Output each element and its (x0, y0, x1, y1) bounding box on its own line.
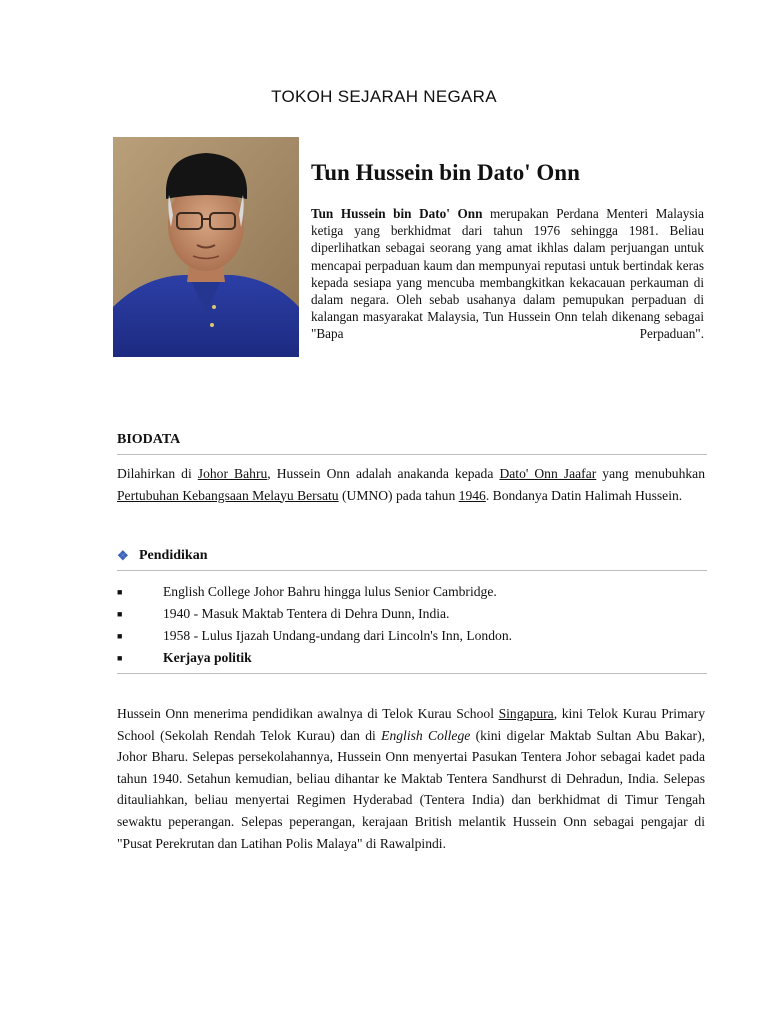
intro-text: merupakan Perdana Menteri Malaysia ketiga yang berkhidmat dari tahun 1976 sehingga 1981. Beliau diperlihatkan sebagai seorang yang amat ikhlas dalam perjuangan untuk mencapai perpaduan kaum dan mempunyai reputasi untuk bertindak keras kepada sesiapa yang mencuba membangkitkan kekacauan perkauman di dalam negara. Oleh sebab usahanya dalam pemupukan perpaduan di kalangan masyarakat Malaysia, Tun Hussein Onn telah dikenang sebagai "Bapa Perpaduan". (311, 206, 704, 342)
career-paragraph (117, 703, 705, 854)
square-bullet-icon: ■ (117, 631, 123, 641)
person-name-heading: Tun Hussein bin Dato' Onn (311, 160, 580, 185)
education-heading-label: Pendidikan (139, 548, 208, 563)
english-college-italic: English College (381, 727, 471, 743)
list-item-text: English College Johor Bahru hingga lulus Senior Cambridge. (163, 584, 497, 599)
career-heading-label: Kerjaya politik (163, 650, 252, 665)
biodata-text: , Hussein Onn adalah anakanda kepada (267, 466, 500, 481)
list-item-text: 1958 - Lulus Ijazah Undang-undang dari Lincoln's Inn, London. (163, 628, 513, 643)
biodata-heading: BIODATA (117, 432, 707, 455)
biodata-text: yang menubuhkan (596, 466, 705, 481)
career-text: (kini digelar Maktab Sultan Abu Bakar), Johor Bharu. Selepas persekolahannya, Hussein Onn menyertai Pasukan Tentera Johor sebagai kadet pada tahun 1940. Setahun kemudian, beliau dihantar ke Maktab Tentera Sandhurst di Dehradun, India. Selepas ditauliahkan, beliau menyertai Regimen Hyderabad (Tentera India) dan berkhidmat di Timur Tengah sewaktu peperangan. Selepas peperangan, kerajaan British melantik Hussein Onn sebagai pengajar di "Pusat Perekrutan dan Latihan Polis Malaya" di Rawalpindi. (117, 727, 706, 851)
list-item (117, 603, 707, 625)
diamond-bullet-icon: ❖ (117, 548, 129, 563)
list-item (117, 581, 707, 603)
biodata-paragraph (117, 463, 705, 506)
link-johor-bahru[interactable]: Johor Bahru (197, 466, 268, 481)
link-umno[interactable]: Pertubuhan Kebangsaan Melayu Bersatu (117, 487, 339, 503)
career-text: Hussein Onn menerima pendidikan awalnya di Telok Kurau School (117, 706, 499, 721)
link-1946[interactable]: 1946 (458, 487, 486, 503)
career-text: , kini Telok Kurau Primary School (Sekolah Rendah Telok Kurau) dan di (117, 706, 705, 743)
education-heading (117, 548, 707, 571)
list-item-text: 1940 - Masuk Maktab Tentera di Dehra Dunn, India. (163, 606, 450, 621)
intro-paragraph (311, 205, 704, 343)
education-list (117, 581, 707, 674)
link-singapura[interactable]: Singapura (498, 706, 554, 721)
square-bullet-icon: ■ (117, 609, 123, 619)
link-dato-onn-jaafar[interactable]: Dato' Onn Jaafar (499, 466, 597, 481)
biodata-text: Dilahirkan di (117, 466, 198, 481)
intro-lead-name: Tun Hussein bin Dato' Onn (311, 206, 483, 221)
list-item (117, 625, 707, 647)
square-bullet-icon: ■ (117, 653, 123, 663)
page-title: TOKOH SEJARAH NEGARA (271, 87, 497, 106)
square-bullet-icon: ■ (117, 587, 123, 597)
portrait-photo (113, 137, 299, 357)
biodata-text: . Bondanya Datin Halimah Hussein. (485, 487, 683, 503)
career-heading (117, 647, 707, 674)
biodata-text: (UMNO) pada tahun (338, 487, 459, 503)
